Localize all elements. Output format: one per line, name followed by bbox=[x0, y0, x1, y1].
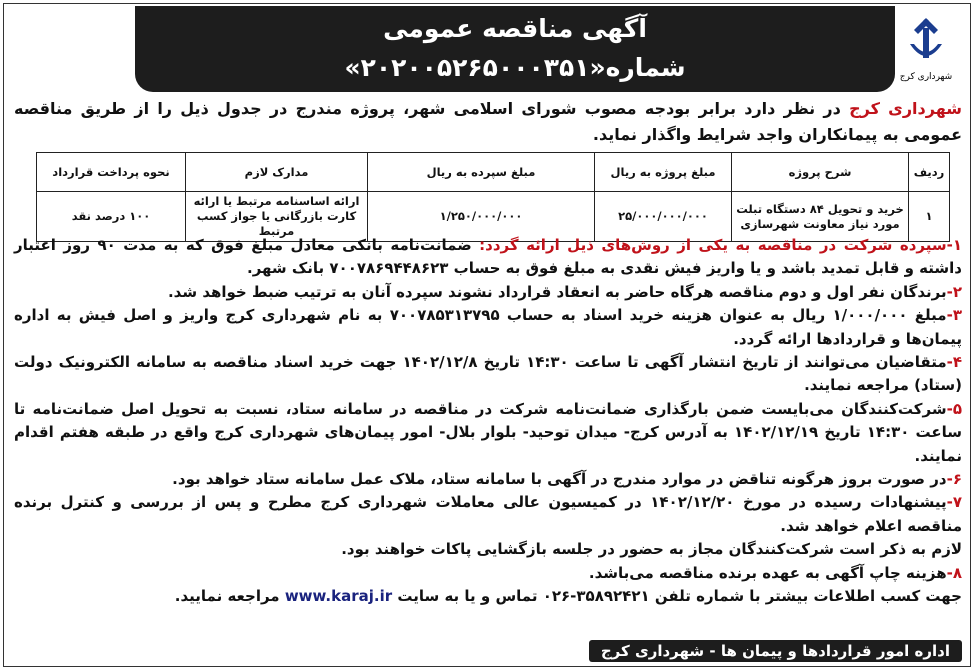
condition-7 bbox=[14, 491, 962, 538]
item-text: ضمانت‌نامه بانکی معادل مبلغ فوق که به مدت ۹۰ روز اعتبار داشته و قابل تمدید باشد و یا واریز فیش نقدی به مبلغ فوق به حساب ۷۰۰۷۸۶۹۴۴۸۶۲۳ بانک شهر. bbox=[14, 236, 962, 278]
condition-2 bbox=[14, 281, 962, 304]
footer-signature: اداره امور قراردادها و پیمان ها - شهرداری کرج bbox=[589, 640, 962, 662]
cell-row: ۱ bbox=[909, 192, 950, 242]
item-number: ۵- bbox=[946, 399, 962, 418]
intro-text: در نظر دارد برابر بودجه مصوب شورای اسلامی شهر، پروژه مندرج در جدول ذیل را از طریق مناقصه عمومی به پیمانکاران واجد شرایط واگذار نماید. bbox=[14, 99, 962, 144]
ad-header bbox=[135, 6, 895, 92]
cell-project-amount: ۲۵/۰۰۰/۰۰۰/۰۰۰ bbox=[595, 192, 732, 242]
item-text: هزینه چاپ آگهی به عهده برنده مناقصه می‌باشد. bbox=[588, 563, 947, 582]
contact-before: جهت کسب اطلاعات بیشتر با شماره تلفن ۳۵۸۹۲۴۲۱-۰۲۶ تماس و یا به سایت bbox=[392, 587, 962, 606]
col-deposit-amount: مبلغ سپرده به ریال bbox=[368, 153, 595, 192]
condition-3 bbox=[14, 304, 962, 351]
item-text: برندگان نفر اول و دوم مناقصه هرگاه حاضر به انعقاد قرارداد نشوند سپرده آنان به ترتیب ضبط خواهد شد. bbox=[167, 282, 947, 301]
item-text: شرکت‌کنندگان می‌بایست ضمن بارگذاری ضمانت‌نامه شرکت در مناقصه در سامانه ستاد، نسبت به تحویل اصل ضمانت‌نامه تا ساعت ۱۴:۳۰ تاریخ ۱۴۰۲/۱۲/۱۹ به آدرس کرج- میدان توحید- بلوار بلال- امور پیمان‌های شهرداری کرج واقع در طبقه هفتم اقدام نمایند. bbox=[14, 399, 962, 465]
condition-8 bbox=[14, 562, 962, 585]
cell-documents: ارائه اساسنامه مرتبط یا ارائه کارت بازرگانی یا جواز کسب مرتبط bbox=[186, 192, 368, 242]
item-number: ۸- bbox=[946, 563, 962, 582]
item-text: متقاضیان می‌توانند از تاریخ انتشار آگهی تا ساعت ۱۴:۳۰ تاریخ ۱۴۰۲/۱۲/۸ جهت خرید اسناد مناقصه به سامانه الکترونیک دولت (ستاد) مراجعه نمایند. bbox=[14, 353, 962, 395]
contact-after: مراجعه نمایید. bbox=[174, 587, 285, 606]
condition-1 bbox=[14, 234, 962, 281]
cell-deposit-amount: ۱/۲۵۰/۰۰۰/۰۰۰ bbox=[368, 192, 595, 242]
item-number: ۱- bbox=[946, 236, 962, 254]
item-number: ۲- bbox=[946, 282, 962, 301]
condition-note bbox=[14, 538, 962, 561]
item-number: ۷- bbox=[946, 493, 963, 512]
item-text: مبلغ ۱/۰۰۰/۰۰۰ ریال به عنوان هزینه خرید اسناد به حساب ۷۰۰۷۸۵۳۱۳۷۹۵ به نام شهرداری کرج واریز و اصل فیش به اداره پیمان‌ها و قراردادها ارائه گردد. bbox=[14, 306, 962, 348]
condition-6 bbox=[14, 468, 962, 491]
col-documents: مدارک لازم bbox=[186, 153, 368, 192]
item-text: لازم به ذکر است شرکت‌کنندگان مجاز به حضور در جلسه بازگشایی پاکات خواهند بود. bbox=[341, 540, 962, 559]
col-row: ردیف bbox=[909, 153, 950, 192]
website-link[interactable]: www.karaj.ir bbox=[284, 587, 393, 606]
item-number: ۳- bbox=[946, 306, 962, 325]
tender-number: شماره«۲۰۲۰۰۵۲۶۵۰۰۰۳۵۱» bbox=[344, 53, 686, 82]
table-header-row bbox=[37, 153, 950, 192]
ad-title: آگهی مناقصه عمومی bbox=[383, 14, 647, 43]
project-table bbox=[36, 152, 950, 242]
karaj-emblem-icon bbox=[902, 14, 950, 70]
item-text: در صورت بروز هرگونه تناقض در موارد مندرج در آگهی با سامانه ستاد، ملاک عمل سامانه ستاد خواهد بود. bbox=[172, 470, 947, 489]
col-description: شرح پروژه bbox=[732, 153, 909, 192]
cell-description: خرید و تحویل ۸۴ دستگاه تبلت مورد نیاز معاونت شهرسازی bbox=[732, 192, 909, 242]
item-number: ۴- bbox=[946, 353, 963, 372]
cell-payment: ۱۰۰ درصد نقد bbox=[37, 192, 186, 242]
condition-4 bbox=[14, 351, 962, 398]
contact-line bbox=[14, 585, 962, 608]
intro-paragraph bbox=[14, 96, 962, 148]
item-lead: سپرده شرکت در مناقصه به یکی از روش‌های ذیل ارائه گردد: bbox=[479, 236, 947, 254]
condition-5 bbox=[14, 398, 962, 468]
item-number: ۶- bbox=[946, 470, 962, 489]
logo-caption: شهرداری کرج bbox=[899, 72, 953, 82]
col-project-amount: مبلغ پروژه به ریال bbox=[595, 153, 732, 192]
col-payment: نحوه پرداخت قرارداد bbox=[37, 153, 186, 192]
conditions-list bbox=[14, 234, 962, 609]
item-text: پیشنهادات رسیده در مورخ ۱۴۰۲/۱۲/۲۰ در کمیسیون عالی معاملات شهرداری کرج مطرح و پس از بررسی و کنترل برنده مناقصه اعلام خواهد شد. bbox=[14, 493, 962, 535]
municipality-logo bbox=[894, 14, 958, 90]
org-name: شهرداری کرج bbox=[849, 99, 962, 118]
